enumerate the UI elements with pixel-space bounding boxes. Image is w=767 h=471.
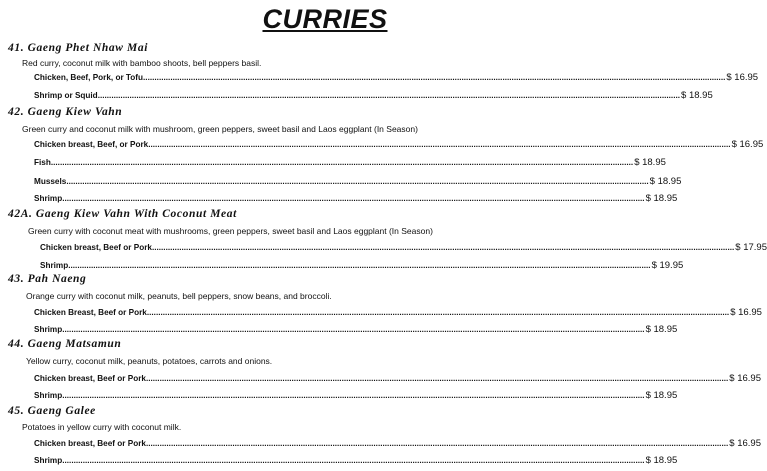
price-row-label: Shrimp <box>34 194 63 203</box>
dot-leader: ................................................................................................................................................................................................................................................................ <box>62 194 645 203</box>
dot-leader: ................................................................................................................................................................................................................................................................ <box>148 140 731 149</box>
dot-leader: ................................................................................................................................................................................................................................................................ <box>143 73 726 82</box>
price-row-label: Chicken, Beef, Pork, or Tofu <box>34 73 144 82</box>
price-row-label: Chicken breast, Beef or Pork <box>34 439 146 448</box>
menu-item-description: Potatoes in yellow curry with coconut milk. <box>22 422 182 432</box>
price-row <box>40 260 684 271</box>
menu-item-title: 45. Gaeng Galee <box>8 405 96 417</box>
dot-leader: ................................................................................................................................................................................................................................................................ <box>68 261 651 270</box>
price: $ 19.95 <box>651 260 684 271</box>
dot-leader: ................................................................................................................................................................................................................................................................ <box>62 325 645 334</box>
price-row-label: Mussels <box>34 177 67 186</box>
menu-item-description: Green curry with coconut meat with mushrooms, green peppers, sweet basil and Laos eggplant (In Season) <box>28 226 433 236</box>
menu-item-title: 42A. Gaeng Kiew Vahn With Coconut Meat <box>8 208 237 220</box>
price-row <box>34 390 678 401</box>
price-row <box>40 242 767 253</box>
price: $ 18.95 <box>681 90 713 101</box>
price-row-label: Chicken breast, Beef or Pork <box>34 374 146 383</box>
price: $ 18.95 <box>645 390 678 401</box>
price: $ 18.95 <box>645 193 678 204</box>
dot-leader: ................................................................................................................................................................................................................................................................ <box>66 177 649 186</box>
price-row-label: Chicken Breast, Beef or Pork <box>34 308 147 317</box>
dot-leader: ................................................................................................................................................................................................................................................................ <box>145 374 729 383</box>
price-row <box>34 157 666 168</box>
price-row <box>34 307 762 318</box>
menu-item-title: 43. Pah Naeng <box>8 273 87 285</box>
price-row-label: Shrimp or Squid <box>34 91 98 100</box>
price: $ 18.95 <box>645 324 678 335</box>
price-row <box>34 438 761 449</box>
price-row <box>34 324 678 335</box>
dot-leader: ................................................................................................................................................................................................................................................................ <box>50 158 634 167</box>
price-row <box>34 455 678 466</box>
price: $ 16.95 <box>726 72 759 83</box>
price-row <box>34 176 682 187</box>
dot-leader: ................................................................................................................................................................................................................................................................ <box>62 391 645 400</box>
page-title: CURRIES <box>262 4 388 34</box>
price-row <box>34 193 678 204</box>
price-row <box>34 139 764 150</box>
price-row-label: Chicken breast, Beef or Pork <box>40 243 152 252</box>
menu-item-description: Orange curry with coconut milk, peanuts, bell peppers, snow beans, and broccoli. <box>26 291 332 301</box>
price-row-label: Shrimp <box>34 456 63 465</box>
price-row-label: Chicken breast, Beef, or Pork <box>34 140 149 149</box>
menu-item-title: 41. Gaeng Phet Nhaw Mai <box>8 42 148 54</box>
price-row-label: Shrimp <box>34 391 63 400</box>
price: $ 16.95 <box>730 307 762 318</box>
dot-leader: ................................................................................................................................................................................................................................................................ <box>151 243 735 252</box>
menu-item-title: 44. Gaeng Matsamun <box>8 338 122 350</box>
price-row <box>34 90 713 101</box>
dot-leader: ................................................................................................................................................................................................................................................................ <box>62 456 645 465</box>
price-row <box>34 373 761 384</box>
menu-item-title: 42. Gaeng Kiew Vahn <box>8 106 123 118</box>
menu-item-description: Yellow curry, coconut milk, peanuts, potatoes, carrots and onions. <box>26 356 273 366</box>
dot-leader: ................................................................................................................................................................................................................................................................ <box>145 439 729 448</box>
price: $ 18.95 <box>645 455 678 466</box>
dot-leader: ................................................................................................................................................................................................................................................................ <box>146 308 730 317</box>
price: $ 18.95 <box>649 176 682 187</box>
dot-leader: ................................................................................................................................................................................................................................................................ <box>97 91 681 100</box>
price-row-label: Shrimp <box>40 261 69 270</box>
menu-item-description: Green curry and coconut milk with mushroom, green peppers, sweet basil and Laos eggplant (In Season) <box>22 124 418 134</box>
price-row-label: Shrimp <box>34 325 63 334</box>
price: $ 16.95 <box>729 373 761 384</box>
price-row-label: Fish <box>34 158 51 167</box>
price: $ 16.95 <box>731 139 764 150</box>
price: $ 17.95 <box>735 242 767 253</box>
price: $ 16.95 <box>729 438 761 449</box>
menu-item-description: Red curry, coconut milk with bamboo shoots, bell peppers basil. <box>22 58 262 68</box>
price-row <box>34 72 759 83</box>
price: $ 18.95 <box>634 157 666 168</box>
